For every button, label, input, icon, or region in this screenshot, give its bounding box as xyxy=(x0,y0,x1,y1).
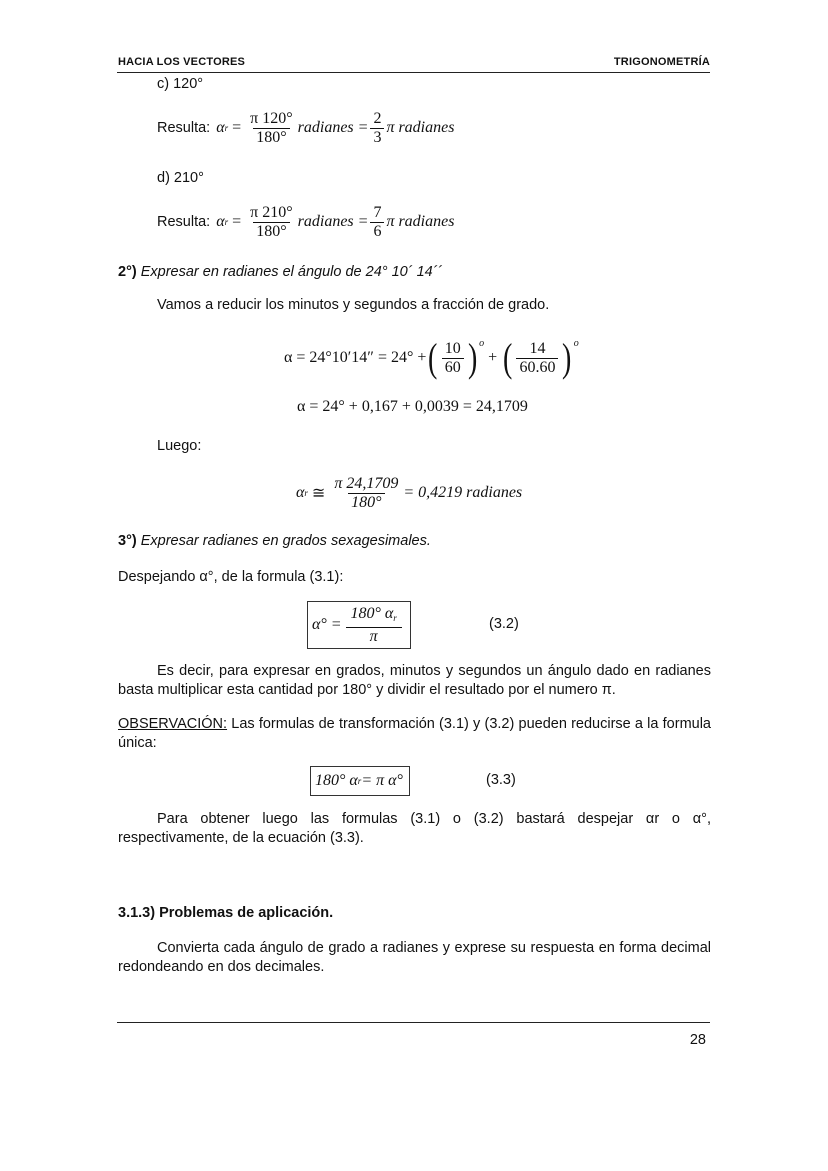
item-c-fraction-den: 180° xyxy=(253,128,289,147)
formula-3-3-tag: (3.3) xyxy=(486,772,516,788)
section2-eq3 xyxy=(296,470,522,516)
section2-eq1 xyxy=(284,334,579,382)
problems-text: Convierta cada ángulo de grado a radianes y exprese su respuesta en forma decimal redondeando en dos decimales. xyxy=(118,940,711,975)
section2-title: Expresar en radianes el ángulo de 24° 10´ 14´´ xyxy=(140,264,443,280)
observation-text: Las formulas de transformación (3.1) y (3.2) pueden reducirse a la formula única: xyxy=(118,716,711,751)
item-c-tail: π radianes xyxy=(386,119,455,136)
eq1-fraction-1-num: 10 xyxy=(444,339,461,357)
page-number: 28 xyxy=(689,1032,706,1048)
problems-heading: 3.1.3) Problemas de aplicación. xyxy=(118,905,334,921)
eq1-fraction-1-den: 60 xyxy=(442,358,464,377)
f33-sub: r xyxy=(357,776,362,786)
f32-fraction-num: 180° α xyxy=(350,604,394,622)
item-d-fraction xyxy=(247,204,295,241)
item-d-alpha: α xyxy=(216,213,225,230)
f32-fraction xyxy=(346,605,402,646)
formula-3-3-box xyxy=(310,766,410,796)
f33-part-a: 180° α xyxy=(315,772,358,789)
item-d-alpha-sub: r xyxy=(224,217,229,227)
item-d-fraction2 xyxy=(370,204,384,241)
item-d-result xyxy=(157,199,454,245)
eq3-fraction-den: 180° xyxy=(348,493,384,512)
eq1-paren-open-2: ( xyxy=(503,335,513,380)
eq1-paren-open-1: ( xyxy=(428,335,438,380)
eq1-plus: + xyxy=(488,349,498,366)
section2-intro: Vamos a reducir los minutos y segundos a fracción de grado. xyxy=(157,297,550,313)
item-c-fraction2 xyxy=(370,110,384,147)
eq1-fraction-2-den: 60.60 xyxy=(516,358,558,377)
observation-paragraph xyxy=(118,715,711,753)
formula-3-2 xyxy=(312,605,404,646)
formula-3-3 xyxy=(315,772,403,790)
section3-title: Expresar radianes en grados sexagesimales. xyxy=(140,533,431,549)
section2-eq1-lhs: α = 24°10′14″ = 24° + xyxy=(284,349,427,366)
formula-3-2-box xyxy=(307,601,411,649)
eq1-fraction-2-num: 14 xyxy=(529,339,546,357)
eq3-alpha-sub: r xyxy=(304,488,308,498)
item-c-mid: radianes = xyxy=(297,119,369,136)
section2-heading xyxy=(118,263,442,282)
f32-fraction-num-sub: r xyxy=(393,612,397,623)
item-d-fraction-num: π 210° xyxy=(250,203,293,221)
item-d-equation: α r = $\frac{\pi 210^\circ}{180^\circ}$ radianes = $\frac{7}{6}$ π radianes xyxy=(216,203,455,240)
eq3-fraction-num: π 24,1709 xyxy=(334,474,399,492)
eq1-fraction-2 xyxy=(516,340,558,377)
eq3-alpha: α xyxy=(296,484,305,501)
eq1-paren-close-2: ) xyxy=(562,335,572,380)
eq1-fraction-1 xyxy=(442,340,464,377)
item-c-fraction xyxy=(247,110,295,147)
section3-number: 3°) xyxy=(118,533,137,549)
eq1-degree-2: o xyxy=(573,338,579,349)
item-c-result xyxy=(157,105,454,151)
item-c-fraction-num: π 120° xyxy=(250,109,293,127)
f32-lhs: α° = xyxy=(312,616,342,633)
running-header-left: HACIA LOS VECTORES xyxy=(118,56,246,68)
section2-luego: Luego: xyxy=(157,438,202,454)
formula-3-2-tag: (3.2) xyxy=(489,616,519,632)
item-c-result-label: Resulta: xyxy=(157,119,211,136)
f32-fraction-den: π xyxy=(346,627,402,646)
eq3-rhs: = 0,4219 radianes xyxy=(403,484,523,501)
item-c-alpha-sub: r xyxy=(224,123,229,133)
item-d-mid: radianes = xyxy=(297,213,369,230)
section2-eq1-row xyxy=(284,335,579,380)
header-rule xyxy=(117,72,710,73)
f32-fraction-num-wrap xyxy=(347,605,399,627)
section2-eq3-row xyxy=(296,475,522,512)
item-c-equation: α r = $\frac{\pi 120^\circ}{180^\circ}$ radianes = $\frac{2}{3}$ π radianes xyxy=(216,109,455,146)
section2-eq2: α = 24° + 0,167 + 0,0039 = 24,1709 xyxy=(297,398,528,415)
eq3-approx: ≅ xyxy=(311,485,326,502)
item-d-fraction2-den: 6 xyxy=(370,222,384,241)
item-d-label: d) 210° xyxy=(157,170,204,186)
section2-number: 2°) xyxy=(118,264,137,280)
section3-despejando: Despejando α°, de la formula (3.1): xyxy=(118,569,344,585)
running-header-right: TRIGONOMETRÍA xyxy=(613,56,710,68)
observation-label: OBSERVACIÓN: xyxy=(118,716,228,732)
eq1-paren-close-1: ) xyxy=(467,335,478,380)
footer-rule xyxy=(117,1022,710,1023)
item-d-result-label: Resulta: xyxy=(157,213,211,230)
item-c-alpha: α xyxy=(216,119,225,136)
item-c-fraction2-den: 3 xyxy=(370,128,384,147)
f33-part-b: = π α° xyxy=(361,772,403,789)
eq1-degree-1: o xyxy=(479,338,485,349)
item-d-tail: π radianes xyxy=(386,213,455,230)
item-d-fraction2-num: 7 xyxy=(373,203,382,221)
section3-heading xyxy=(118,532,431,551)
section3-paragraph-1: Es decir, para expresar en grados, minutos y segundos un ángulo dado en radianes basta multiplicar esta cantidad por 180° y dividir el resultado por el numero π. xyxy=(118,663,711,698)
item-d-fraction-den: 180° xyxy=(253,222,289,241)
section3-paragraph-2: Para obtener luego las formulas (3.1) o (3.2) bastará despejar αr o α°, respectivamente, de la ecuación (3.3). xyxy=(118,811,711,846)
item-c-fraction2-num: 2 xyxy=(373,109,382,127)
item-c-label: c) 120° xyxy=(157,76,204,92)
eq3-fraction xyxy=(331,475,401,512)
